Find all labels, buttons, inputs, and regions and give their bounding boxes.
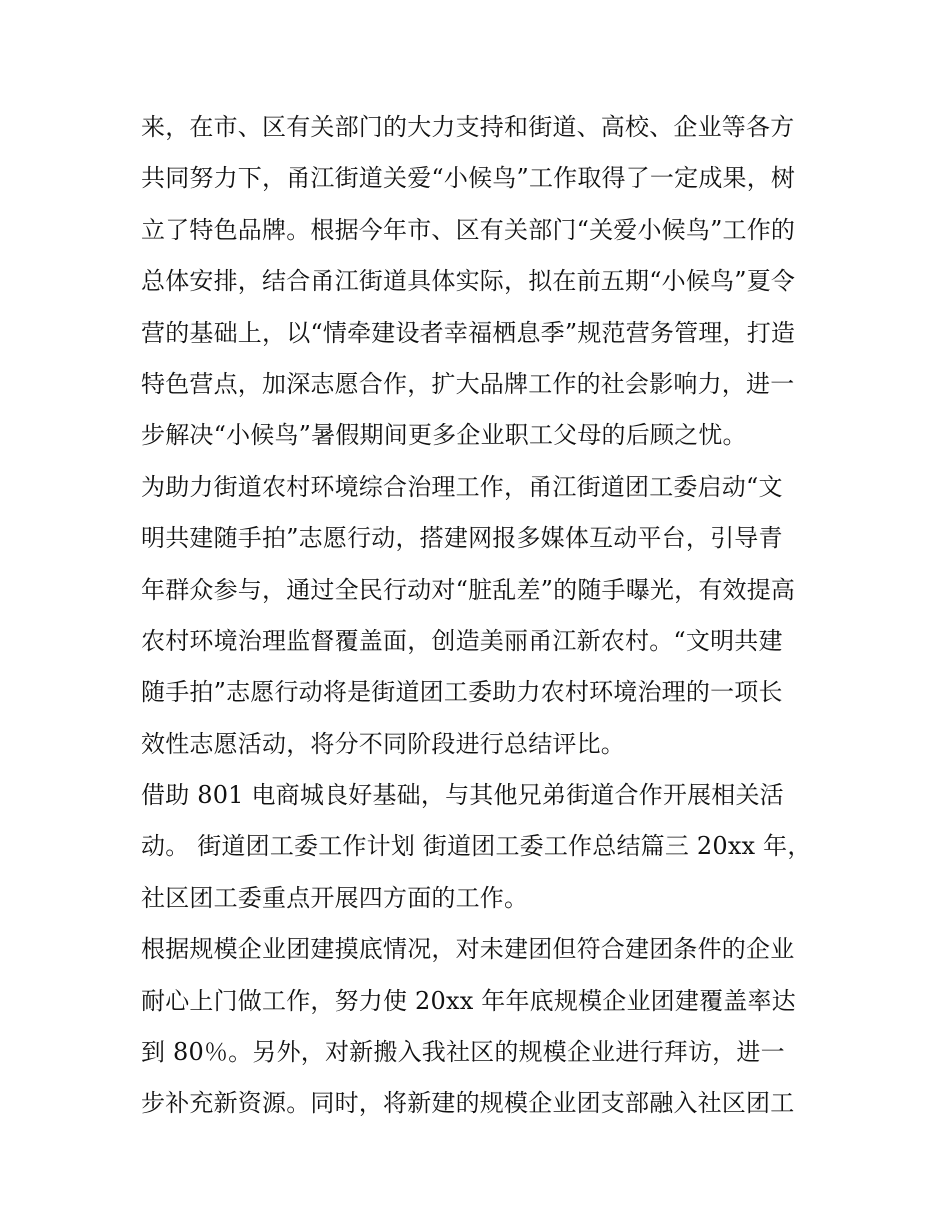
text-line: 步补充新资源。同时，将新建的规模企业团支部融入社区团工 xyxy=(141,1089,795,1118)
text-line: 耐心上门做工作，努力使 20xx 年年底规模企业团建覆盖率达 xyxy=(141,986,796,1015)
text-line: 到 80％。另外，对新搬入我社区的规模企业进行拜访，进一 xyxy=(141,1038,785,1067)
text-line: 明共建随手拍”志愿行动，搭建网报多媒体互动平台，引导青 xyxy=(141,524,783,553)
text-line: 随手拍”志愿行动将是街道团工委助力农村环境治理的一项长 xyxy=(141,678,783,707)
text-line: 来，在市、区有关部门的大力支持和街道、高校、企业等各方 xyxy=(141,113,795,141)
text-line: 动。 街道团工委工作计划 街道团工委工作总结篇三 20xx 年， xyxy=(141,832,812,861)
text-line: 借助 801 电商城良好基础，与其他兄弟街道合作开展相关活 xyxy=(141,781,784,810)
text-line: 共同努力下，甬江街道关爱“小候鸟”工作取得了一定成果，树 xyxy=(141,164,796,193)
text-line: 社区团工委重点开展四方面的工作。 xyxy=(141,883,529,912)
text-line: 为助力街道农村环境综合治理工作，甬江街道团工委启动“文 xyxy=(141,472,783,501)
document-body xyxy=(141,102,821,1130)
text-line: 年群众参与，通过全民行动对“脏乱差”的随手曝光，有效提高 xyxy=(141,575,796,604)
text-line: 立了特色品牌。根据今年市、区有关部门“关爱小候鸟”工作的 xyxy=(141,215,796,244)
text-line: 总体安排，结合甬江街道具体实际，拟在前五期“小候鸟”夏令 xyxy=(141,267,796,296)
text-line: 步解决“小候鸟”暑假期间更多企业职工父母的后顾之忧。 xyxy=(141,421,747,450)
text-line: 效性志愿活动，将分不同阶段进行总结评比。 xyxy=(141,729,625,758)
text-line: 特色营点，加深志愿合作，扩大品牌工作的社会影响力，进一 xyxy=(141,369,795,398)
text-line: 营的基础上，以“情牵建设者幸福栖息季”规范营务管理，打造 xyxy=(141,318,796,347)
text-line: 根据规模企业团建摸底情况，对未建团但符合建团条件的企业 xyxy=(141,935,795,964)
text-line: 农村环境治理监督覆盖面，创造美丽甬江新农村。“文明共建 xyxy=(141,626,783,655)
